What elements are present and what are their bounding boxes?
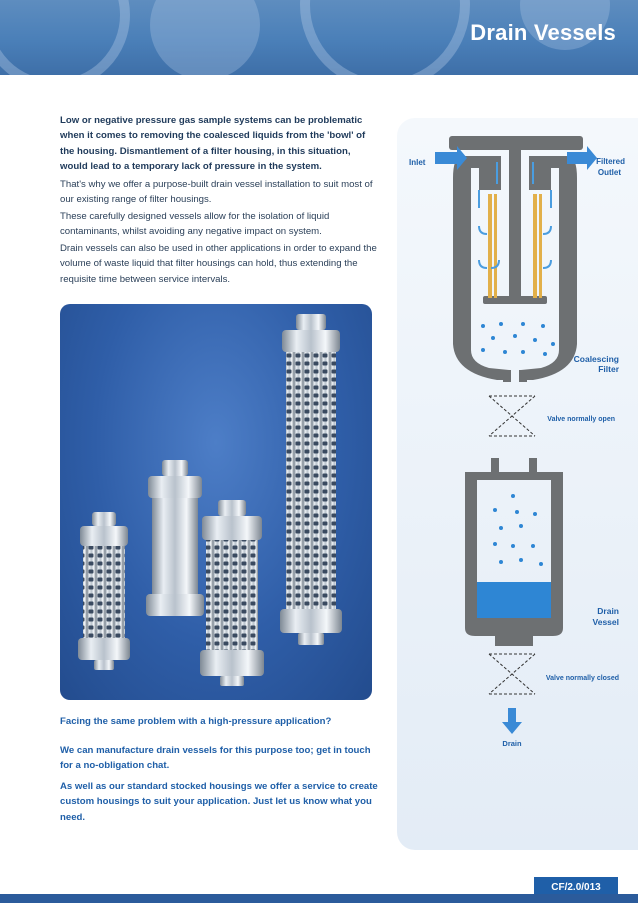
label-outlet: Outlet: [597, 168, 621, 177]
closing-question: Facing the same problem with a high-pressure application?: [60, 716, 332, 727]
label-filtered: Filtered: [596, 157, 625, 166]
label-coalescing: Coalescing: [573, 354, 619, 364]
intro-paragraph-3: Drain vessels can also be used in other applications in order to expand the volume of waste liquid that filter housings can hold, thus extending the requisite time between service intervals.: [60, 243, 377, 285]
product-photo: [60, 304, 372, 700]
valve-open-icon: [489, 396, 535, 436]
drain-arrow-icon: [502, 708, 522, 734]
label-inlet: Inlet: [409, 158, 426, 167]
intro-lead: Low or negative pressure gas sample systems can be problematic when it comes to removing the coalesced liquids from the 'bowl' of the housing. Dismantlement of a filter housing, in this situation, would lead to a temporary lack of pressure in the system.: [60, 115, 366, 173]
header-banner: [0, 0, 638, 75]
closing-offer: We can manufacture drain vessels for this purpose too; get in touch for a no-obligation chat.: [60, 745, 371, 772]
page-title: Drain Vessels: [470, 20, 616, 45]
diagram-panel: [397, 118, 638, 850]
drain-vessel: [465, 458, 563, 646]
vessel-small: [78, 512, 130, 670]
droplets-filter: [481, 322, 555, 356]
label-drain: Drain: [502, 739, 522, 748]
label-valve-open: Valve normally open: [547, 416, 615, 423]
decorative-flange: [0, 0, 130, 75]
footer-bar: [0, 894, 638, 903]
decorative-flange: [300, 0, 470, 75]
intro-paragraph-2: These carefully designed vessels allow for the isolation of liquid contaminants, whilst avoiding any negative impact on system.: [60, 211, 330, 238]
drain-vessels-illustration: [60, 304, 372, 700]
filter-housing: [449, 136, 583, 382]
vessel-tall: [280, 314, 342, 645]
closing-custom: As well as our standard stocked housings we offer a service to create custom housings to suit your application. Just let us know what you need.: [60, 781, 378, 823]
intro-paragraph-1: That's why we offer a purpose-built drain vessel installation to suit most of our existing range of filter housings.: [60, 179, 373, 206]
droplets-vessel: [493, 494, 543, 566]
vessel-medium-back: [146, 460, 204, 616]
document-code: CF/2.0/013: [534, 877, 618, 899]
vessel-medium-front: [200, 500, 264, 686]
decorative-flange: [150, 0, 260, 75]
valve-closed-icon: [489, 654, 535, 694]
label-valve-closed: Valve normally closed: [545, 675, 619, 682]
label-drain-vessel-1: Drain: [597, 606, 619, 616]
label-drain-vessel-2: Vessel: [592, 617, 619, 627]
label-filter: Filter: [598, 364, 619, 374]
drain-vessel-diagram: [397, 118, 638, 850]
